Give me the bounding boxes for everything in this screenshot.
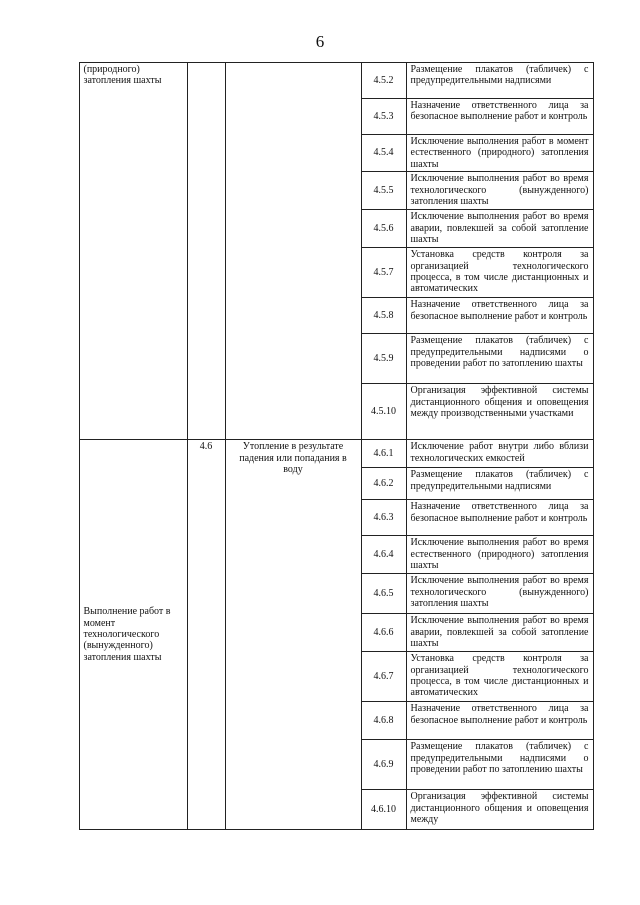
measure-text: Размещение плакатов (табличек) с предупредительными надписями о проведении работ по затоплению шахты <box>406 334 593 384</box>
measure-text: Исключение выполнения работ в момент естественного (природного) затопления шахты <box>406 135 593 172</box>
stage-cell: (природного) затопления шахты <box>79 63 187 440</box>
measure-text: Организация эффективной системы дистанционного общения и оповещения между <box>406 790 593 830</box>
hazard-table <box>57 62 594 830</box>
measure-number: 4.6.9 <box>361 740 406 790</box>
measure-text: Установка средств контроля за организацией технологического процесса, в том числе дистанционных и автоматических <box>406 652 593 702</box>
measure-number: 4.5.4 <box>361 135 406 172</box>
measure-number: 4.6.3 <box>361 500 406 536</box>
measure-number: 4.6.1 <box>361 440 406 468</box>
measure-number: 4.6.2 <box>361 468 406 500</box>
measure-number: 4.6.5 <box>361 574 406 614</box>
hazard-description-cell <box>225 63 361 440</box>
hazard-code-cell: 4.6 <box>187 440 225 830</box>
measure-number: 4.6.10 <box>361 790 406 830</box>
measure-number: 4.5.8 <box>361 298 406 334</box>
measure-text: Назначение ответственного лица за безопасное выполнение работ и контроль <box>406 702 593 740</box>
measure-number: 4.5.10 <box>361 384 406 440</box>
measure-text: Организация эффективной системы дистанционного общения и оповещения между производственными участками <box>406 384 593 440</box>
stage-cell: Выполнение работ в момент технологического (вынужденного) затопления шахты <box>79 440 187 830</box>
measure-number: 4.6.6 <box>361 614 406 652</box>
measure-number: 4.6.8 <box>361 702 406 740</box>
measure-number: 4.5.7 <box>361 248 406 298</box>
measure-text: Исключение выполнения работ во время аварии, повлекшей за собой затопление шахты <box>406 210 593 248</box>
measure-number: 4.5.3 <box>361 99 406 135</box>
measure-text: Исключение выполнения работ во время естественного (природного) затопления шахты <box>406 536 593 574</box>
measure-text: Назначение ответственного лица за безопасное выполнение работ и контроль <box>406 500 593 536</box>
measure-number: 4.5.5 <box>361 172 406 210</box>
table-row <box>57 63 593 99</box>
measure-number: 4.5.9 <box>361 334 406 384</box>
page-number: 6 <box>315 32 325 51</box>
measure-text: Назначение ответственного лица за безопасное выполнение работ и контроль <box>406 298 593 334</box>
left-margin-cell <box>57 440 79 830</box>
measure-text: Исключение выполнения работ во время технологического (вынужденного) затопления шахты <box>406 172 593 210</box>
hazard-description-cell: Утопление в результате падения или попадания в воду <box>225 440 361 830</box>
measure-number: 4.5.2 <box>361 63 406 99</box>
hazard-code-cell <box>187 63 225 440</box>
table-body <box>57 63 593 830</box>
measure-text: Установка средств контроля за организацией технологического процесса, в том числе дистанционных и автоматических <box>406 248 593 298</box>
measure-number: 4.6.7 <box>361 652 406 702</box>
measure-text: Размещение плакатов (табличек) с предупредительными надписями о проведении работ по затоплению шахты <box>406 740 593 790</box>
measure-text: Размещение плакатов (табличек) с предупредительными надписями <box>406 468 593 500</box>
measure-text: Размещение плакатов (табличек) с предупредительными надписями <box>406 63 593 99</box>
measure-number: 4.5.6 <box>361 210 406 248</box>
measure-text: Назначение ответственного лица за безопасное выполнение работ и контроль <box>406 99 593 135</box>
left-margin-cell <box>57 63 79 440</box>
measure-text: Исключение выполнения работ во время технологического (вынужденного) затопления шахты <box>406 574 593 614</box>
table-row <box>57 440 593 468</box>
measure-text: Исключение работ внутри либо вблизи технологических емкостей <box>406 440 593 468</box>
measure-text: Исключение выполнения работ во время аварии, повлекшей за собой затопление шахты <box>406 614 593 652</box>
measure-number: 4.6.4 <box>361 536 406 574</box>
